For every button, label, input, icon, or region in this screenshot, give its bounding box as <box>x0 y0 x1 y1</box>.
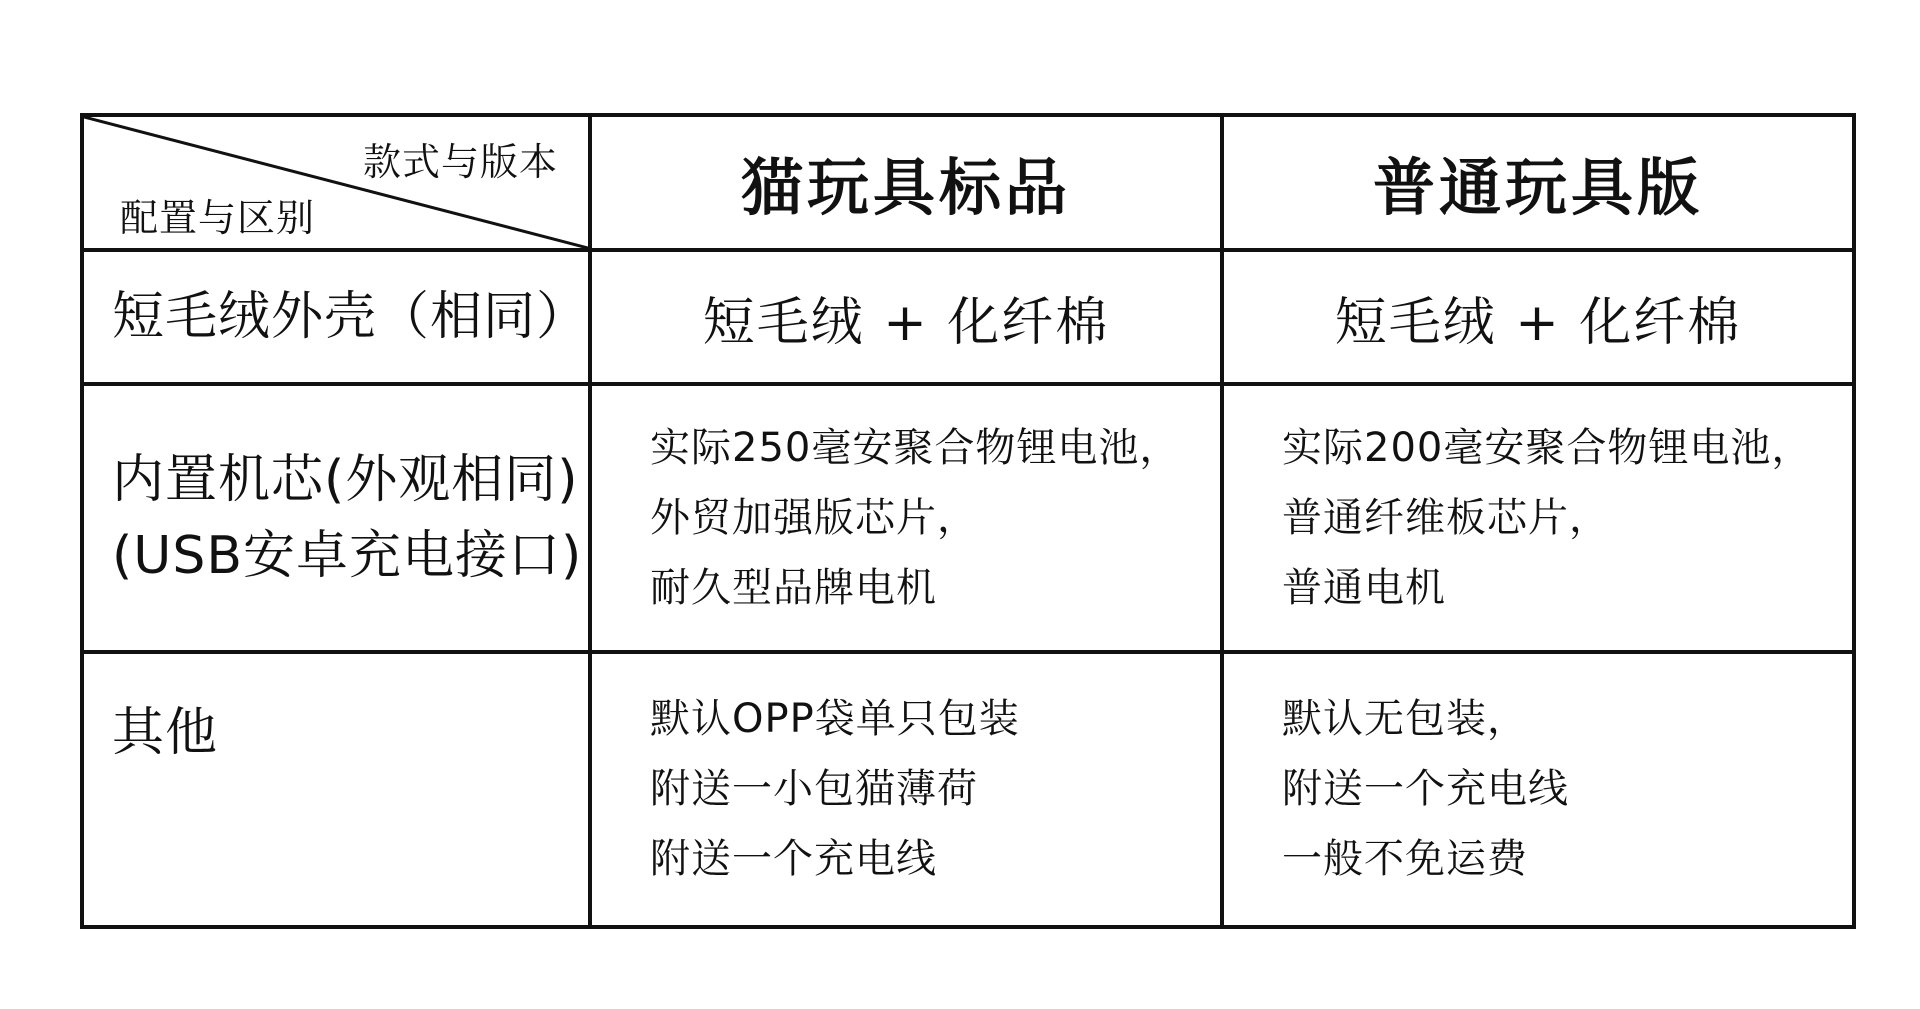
table-row-other <box>82 652 1854 927</box>
row-label-other <box>82 652 590 927</box>
row-label-line: 其他 <box>112 703 219 763</box>
corner-top-label: 款式与版本 <box>362 140 558 184</box>
cell-other-cat-toy <box>590 652 1222 927</box>
cell-shell-normal-toy: 短毛绒 + 化纤棉 <box>1222 250 1854 384</box>
list-item: 一般不免运费 <box>1282 836 1528 882</box>
list-item: 实际250毫安聚合物锂电池， <box>650 425 1181 471</box>
comparison-table <box>80 113 1856 929</box>
list-item: 实际200毫安聚合物锂电池， <box>1282 425 1813 471</box>
table-row-shell <box>82 250 1854 384</box>
cell-core-normal-toy <box>1222 384 1854 652</box>
cell-shell-cat-toy: 短毛绒 + 化纤棉 <box>590 250 1222 384</box>
list-item: 普通电机 <box>1282 565 1446 611</box>
row-label-core <box>82 384 590 652</box>
header-row <box>82 115 1854 250</box>
table-row-core <box>82 384 1854 652</box>
row-label-line: 短毛绒外壳（相同） <box>112 287 590 347</box>
corner-header-cell <box>82 115 590 250</box>
column-header-normal-toy: 普通玩具版 <box>1222 115 1854 250</box>
row-label-line: (USB安卓充电接口) <box>112 526 583 586</box>
list-item: 耐久型品牌电机 <box>650 565 937 611</box>
list-item: 默认无包装， <box>1282 696 1528 742</box>
list-item: 附送一小包猫薄荷 <box>650 766 978 812</box>
list-item: 默认OPP袋单只包装 <box>650 696 1020 742</box>
row-label-line: 内置机芯(外观相同) <box>112 450 579 510</box>
list-item: 附送一个充电线 <box>1282 766 1569 812</box>
list-item: 普通纤维板芯片， <box>1282 495 1610 541</box>
cell-other-normal-toy <box>1222 652 1854 927</box>
list-item: 外贸加强版芯片， <box>650 495 978 541</box>
column-header-cat-toy: 猫玩具标品 <box>590 115 1222 250</box>
row-label-shell <box>82 250 590 384</box>
cell-core-cat-toy <box>590 384 1222 652</box>
corner-bottom-label: 配置与区别 <box>120 196 316 240</box>
list-item: 附送一个充电线 <box>650 836 937 882</box>
